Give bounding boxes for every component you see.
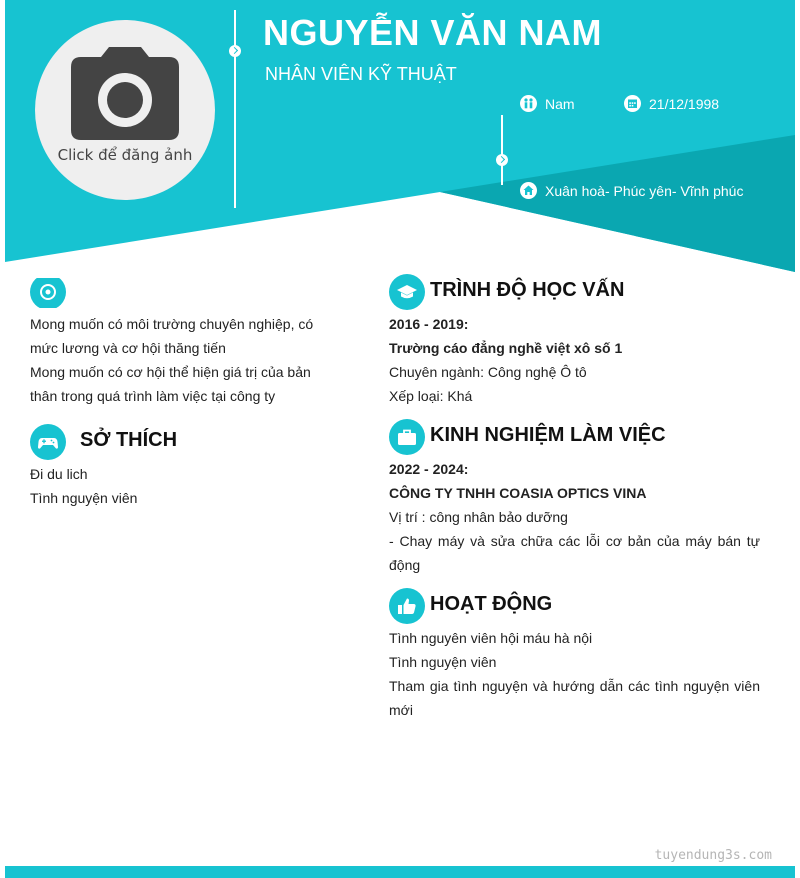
education-grade: Xếp loại: Khá [389,388,473,404]
address-info[interactable] [520,182,743,199]
home-icon [520,182,537,199]
objective-icon-clip [30,274,70,308]
gender-value: Nam [545,95,575,112]
camera-icon [71,47,179,140]
education-major: Chuyên ngành: Công nghệ Ô tô [389,364,587,380]
objective-header-mask [30,268,330,278]
experience-title[interactable]: KINH NGHIỆM LÀM VIỆC [430,424,666,446]
experience-company: CÔNG TY TNHH COASIA OPTICS VINA [389,485,647,501]
activities-text[interactable] [389,626,760,722]
objective-line: Mong muốn có cơ hội thể hiện giá trị của bản thân trong quá trình làm việc tại công ty [30,364,311,404]
thumbs-up-icon [389,588,425,624]
watermark: tuyendung3s.com [654,848,772,863]
activities-title[interactable]: HOẠT ĐỘNG [430,593,553,615]
address-value: Xuân hoà- Phúc yên- Vĩnh phúc [545,182,744,199]
experience-position: Vị trí : công nhân bảo dưỡng [389,509,568,525]
hobbies-title[interactable]: SỞ THÍCH [80,429,178,451]
hobbies-list[interactable] [30,462,322,510]
header-divider [234,10,236,208]
candidate-name[interactable]: NGUYỄN VĂN NAM [263,12,603,53]
experience-description: - Chay máy và sửa chữa các lỗi cơ bản của máy bán tự động [389,533,760,573]
education-text[interactable] [389,312,760,408]
gamepad-icon [30,424,66,460]
gender-info[interactable] [520,95,575,112]
photo-upload-label: Click để đăng ảnh [57,146,193,164]
activity-item: Tham gia tình nguyện và hướng dẫn các tình nguyện viên mới [389,678,760,718]
birthday-info[interactable] [624,95,719,112]
experience-period: 2022 - 2024: [389,461,469,477]
hobby-item: Đi du lich [30,466,88,482]
hobby-item: Tình nguyện viên [30,490,138,506]
education-school: Trường cáo đẳng nghề việt xô số 1 [389,340,623,356]
experience-text[interactable] [389,457,760,577]
header-divider-dot [229,45,241,57]
objective-text[interactable] [30,312,322,408]
education-period: 2016 - 2019: [389,316,469,332]
birthday-value: 21/12/1998 [649,95,720,112]
info-divider-dot [496,154,508,166]
activity-item: Tình nguyên viên hội máu hà nội [389,630,593,646]
candidate-title[interactable]: NHÂN VIÊN KỸ THUẬT [265,64,457,84]
activity-item: Tình nguyện viên [389,654,497,670]
briefcase-icon [389,419,425,455]
calendar-icon [624,95,641,112]
footer-bar [5,866,795,878]
target-icon [30,274,66,308]
education-title[interactable]: TRÌNH ĐỘ HỌC VẤN [430,279,625,301]
info-divider [501,115,503,185]
graduation-cap-icon [389,274,425,310]
profile-photo-upload[interactable] [35,20,215,200]
gender-icon [520,95,537,112]
objective-line: Mong muốn có môi trường chuyên nghiệp, có mức lương và cơ hội thăng tiến [30,316,314,356]
